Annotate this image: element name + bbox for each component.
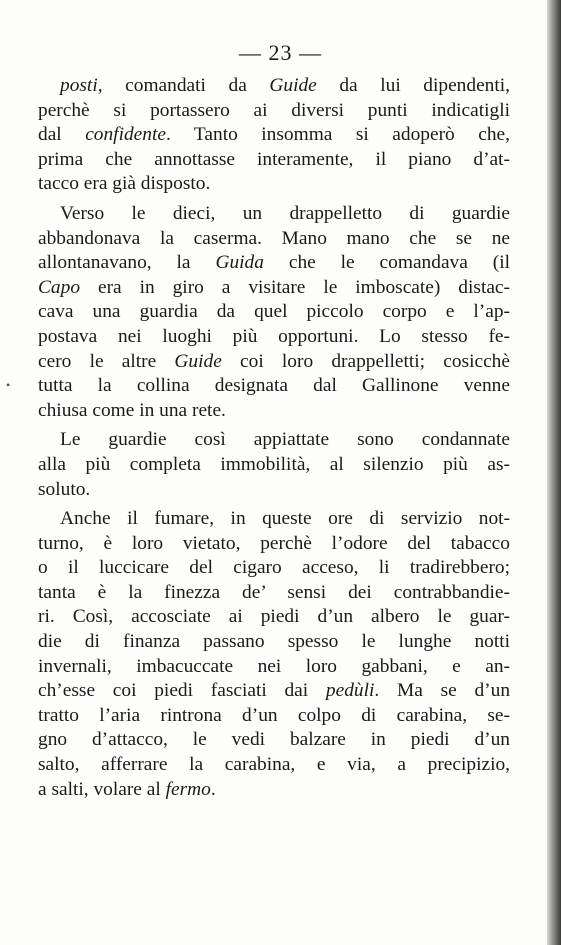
text-run: abbandonava la caserma. Mano mano che se ne: [38, 227, 510, 249]
book-spine-shadow: [547, 0, 561, 945]
text-line: [38, 350, 510, 375]
text-run: gno d’attacco, le vedi balzare in piedi d’un: [38, 729, 510, 751]
text-line: [38, 227, 510, 252]
text-run: perchè si portassero ai diversi punti indicatigli: [38, 99, 510, 121]
text-run: die di finanza passano spesso le lunghe notti: [38, 631, 510, 653]
text-run: cava una guardia da quel piccolo corpo e l’ap-: [38, 301, 510, 323]
text-line: [38, 704, 510, 729]
text-run: dal: [38, 124, 86, 146]
italic-term: Guide: [174, 350, 222, 372]
italic-term: pedùli: [325, 680, 375, 702]
text-run: turno, è loro vietato, perchè l’odore del tabacco: [38, 532, 510, 554]
page-number: — 23 —: [239, 40, 322, 65]
text-line: [38, 630, 510, 655]
text-run: . Tanto insomma si adoperò che,: [165, 124, 510, 146]
text-line: [38, 478, 510, 503]
text-line: [38, 123, 510, 148]
text-line: [38, 679, 510, 704]
text-run: , comandati da: [97, 75, 270, 96]
text-line: [38, 556, 510, 581]
text-line: [38, 300, 510, 325]
italic-term: confidente: [85, 124, 166, 146]
text-run: tutta la collina designata dal Gallinone venne: [38, 375, 510, 397]
italic-term: posti: [60, 75, 98, 96]
text-run: o il luccicare del cigaro acceso, li tradirebbero;: [38, 557, 510, 579]
text-run: Anche il fumare, in queste ore di servizio not-: [60, 508, 510, 530]
text-run: .: [210, 778, 216, 800]
text-line: [38, 325, 510, 350]
italic-term: Capo: [38, 276, 81, 298]
text-run: alla più completa immobilità, al silenzio più as-: [38, 453, 510, 475]
text-run: tratto l’aria rintrona d’un colpo di carabina, se-: [38, 704, 510, 726]
text-line: [38, 428, 510, 453]
text-line: [38, 453, 510, 478]
text-run: chiusa come in una rete.: [38, 399, 226, 421]
text-run: che le comandava (il: [263, 252, 510, 274]
text-run: prima che annottasse interamente, il piano d’at-: [38, 148, 510, 170]
text-run: era in giro a visitare le imboscate) distac-: [80, 276, 510, 298]
text-run: ch’esse coi piedi fasciati dai: [38, 680, 326, 702]
italic-term: Guida: [215, 252, 264, 274]
margin-speck: •: [6, 378, 11, 392]
text-run: Verso le dieci, un drappelletto di guardie: [60, 202, 510, 224]
text-line: [38, 778, 510, 803]
text-line: [38, 99, 510, 124]
text-line: [38, 753, 510, 778]
text-line: [38, 276, 510, 301]
text-run: da lui dipendenti,: [316, 75, 510, 96]
text-run: allontanavano, la: [38, 252, 216, 274]
text-run: Le guardie così appiattate sono condannate: [60, 429, 510, 451]
text-line: [38, 74, 510, 99]
text-line: [38, 507, 510, 532]
text-line: [38, 532, 510, 557]
text-line: [38, 374, 510, 399]
text-line: [38, 399, 510, 424]
text-run: a salti, volare al: [38, 778, 166, 800]
text-line: [38, 251, 510, 276]
text-run: postava nei luoghi più opportuni. Lo stesso fe-: [38, 325, 510, 347]
text-run: soluto.: [38, 478, 91, 500]
italic-term: Guide: [269, 75, 317, 96]
text-run: invernali, imbacuccate nei loro gabbani, e an-: [38, 655, 510, 677]
text-line: [38, 655, 510, 680]
text-run: . Ma se d’un: [374, 680, 511, 702]
text-run: ri. Così, accosciate ai piedi d’un albero le guar-: [38, 606, 510, 628]
text-run: tanta è la finezza de’ sensi dei contrabbandie-: [38, 581, 510, 603]
text-run: coi loro drappelletti; cosicchè: [221, 350, 510, 372]
text-run: salto, afferrare la carabina, e via, a precipizio,: [38, 754, 510, 776]
text-run: cero le altre: [38, 350, 175, 372]
text-line: [38, 172, 510, 197]
text-run: tacco era già disposto.: [38, 173, 211, 195]
text-line: [38, 202, 510, 227]
text-line: [38, 728, 510, 753]
text-line: [38, 581, 510, 606]
text-line: [38, 148, 510, 173]
italic-term: fermo: [165, 778, 211, 800]
text-line: [38, 605, 510, 630]
body-text: [38, 74, 510, 802]
